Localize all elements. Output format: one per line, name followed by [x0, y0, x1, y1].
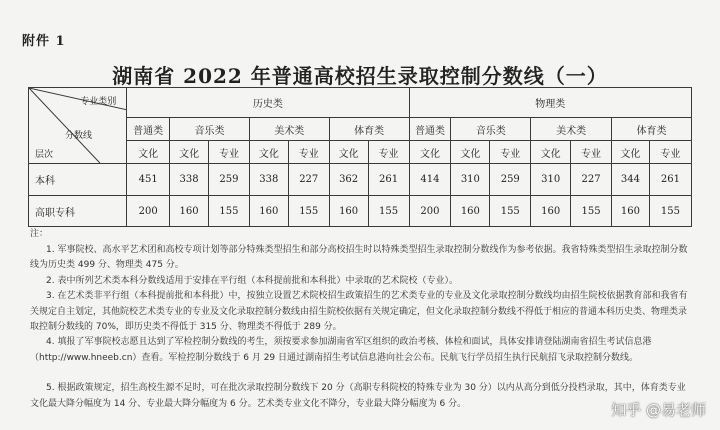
score-cell: 310	[531, 164, 571, 196]
score-cell: 155	[288, 196, 329, 227]
note-item: 4. 填报了军事院校志愿且达到了军检控制分数线的考生，须按要求参加湖南省军区组织的政治考核、体检和面试，具体安排请登陆湖南省招生考试信息港（http://www.hneeb.cn）查看。军检控制分数线于 6 月 29 日通过湖南招生考试信息港向社会公布。民航飞行学员招生执行民航招飞录取控制分数线。	[30, 337, 652, 363]
subgroup-header: 美术类	[531, 118, 612, 141]
sub-header: 专业	[490, 141, 531, 164]
corner-level-label: 层次	[35, 150, 54, 160]
subgroup-header: 普通类	[127, 118, 170, 141]
score-cell: 200	[127, 196, 170, 227]
subgroup-header: 体育类	[612, 118, 692, 141]
sub-header: 文化	[531, 141, 571, 164]
score-cell: 344	[612, 164, 650, 196]
score-cell: 259	[490, 164, 531, 196]
annex-label: 附件 1	[22, 34, 66, 49]
sub-header: 专业	[649, 141, 691, 164]
row-level-label: 高职专科	[29, 196, 127, 227]
sub-header: 文化	[127, 141, 170, 164]
subgroup-header: 美术类	[249, 118, 329, 141]
sub-header: 专业	[288, 141, 329, 164]
score-cell: 155	[571, 196, 612, 227]
corner-score-label: 分数线	[65, 131, 93, 141]
note-item: 5. 根据政策规定，招生高校生源不足时，可在批次录取控制分数线下 20 分（高职专科院校的特殊专业为 30 分）以内从高分到低分投档录取，其中，体育类专业文化最大降分幅度为 14 分、专业最大降分幅度为 6 分。艺术类专业文化不降分，专业最大降分幅度为 6 分。	[30, 383, 686, 409]
sub-header: 文化	[249, 141, 288, 164]
table-row-vocational	[29, 196, 692, 227]
note-item: 1. 军事院校、高水平艺术团和高校专项计划等部分特殊类型招生和部分高校招生时以特殊类型招生录取控制分数线作为参考依据。我省特殊类型招生录取控制分数线为历史类 499 分、物理类 475 分。	[30, 244, 688, 270]
note-item: 3. 在艺术类非平行组（本科提前批和本科批）中，按独立设置艺术院校招生政策招生的艺术类专业的专业及文化录取控制分数线均由招生院校依据教育部和我省有关规定自主划定，其他院校艺术类专业的专业及文化录取控制分数线由招生院校依据有关规定确定，但文化录取控制分数线不得低于相应的普通本科历史类、物理类录取控制分数线的 70%，即历史类不得低于 315 分、物理类不得低于 289 分。	[30, 291, 688, 332]
subgroup-header: 音乐类	[170, 118, 250, 141]
score-cell: 155	[368, 196, 409, 227]
score-cell: 261	[649, 164, 691, 196]
sub-header: 专业	[368, 141, 409, 164]
sub-header: 文化	[329, 141, 368, 164]
sub-header: 文化	[451, 141, 490, 164]
score-cell: 414	[409, 164, 451, 196]
score-cell: 338	[170, 164, 209, 196]
score-cell: 155	[209, 196, 250, 227]
subgroup-header: 音乐类	[451, 118, 531, 141]
score-cell: 160	[329, 196, 368, 227]
sub-header: 专业	[571, 141, 612, 164]
score-cell: 338	[249, 164, 288, 196]
corner-category-label: 专业类别	[80, 97, 117, 107]
score-cell: 362	[329, 164, 368, 196]
subgroup-header: 体育类	[329, 118, 409, 141]
score-cell: 160	[170, 196, 209, 227]
table-row-undergraduate	[29, 164, 692, 196]
score-cell: 310	[451, 164, 490, 196]
watermark-text: 知乎 @易老师	[611, 401, 706, 419]
sub-header: 文化	[612, 141, 650, 164]
page-title: 湖南省 2022 年普通高校招生录取控制分数线（一）	[112, 64, 608, 88]
watermark	[611, 399, 706, 420]
note-item: 2. 表中所列艺术类本科分数线适用于安排在平行组（本科提前批和本科批）中录取的艺术院校（专业）。	[46, 275, 458, 286]
sub-header: 专业	[209, 141, 250, 164]
score-cell: 259	[209, 164, 250, 196]
group-header-history: 历史类	[127, 88, 409, 118]
group-header-physics: 物理类	[409, 88, 692, 118]
subgroup-header: 普通类	[409, 118, 451, 141]
sub-header: 文化	[409, 141, 451, 164]
score-cell: 227	[288, 164, 329, 196]
score-cell: 155	[649, 196, 691, 227]
notes-section	[30, 227, 694, 412]
table-corner-header	[29, 88, 127, 164]
score-cell: 160	[249, 196, 288, 227]
sub-header: 文化	[170, 141, 209, 164]
score-cell: 227	[571, 164, 612, 196]
score-table	[28, 87, 692, 227]
score-cell: 160	[451, 196, 490, 227]
score-cell: 155	[490, 196, 531, 227]
score-cell: 261	[368, 164, 409, 196]
score-cell: 451	[127, 164, 170, 196]
score-cell: 200	[409, 196, 451, 227]
notes-heading: 注：	[30, 229, 49, 239]
score-cell: 160	[612, 196, 650, 227]
row-level-label: 本科	[29, 164, 127, 196]
score-cell: 160	[531, 196, 571, 227]
